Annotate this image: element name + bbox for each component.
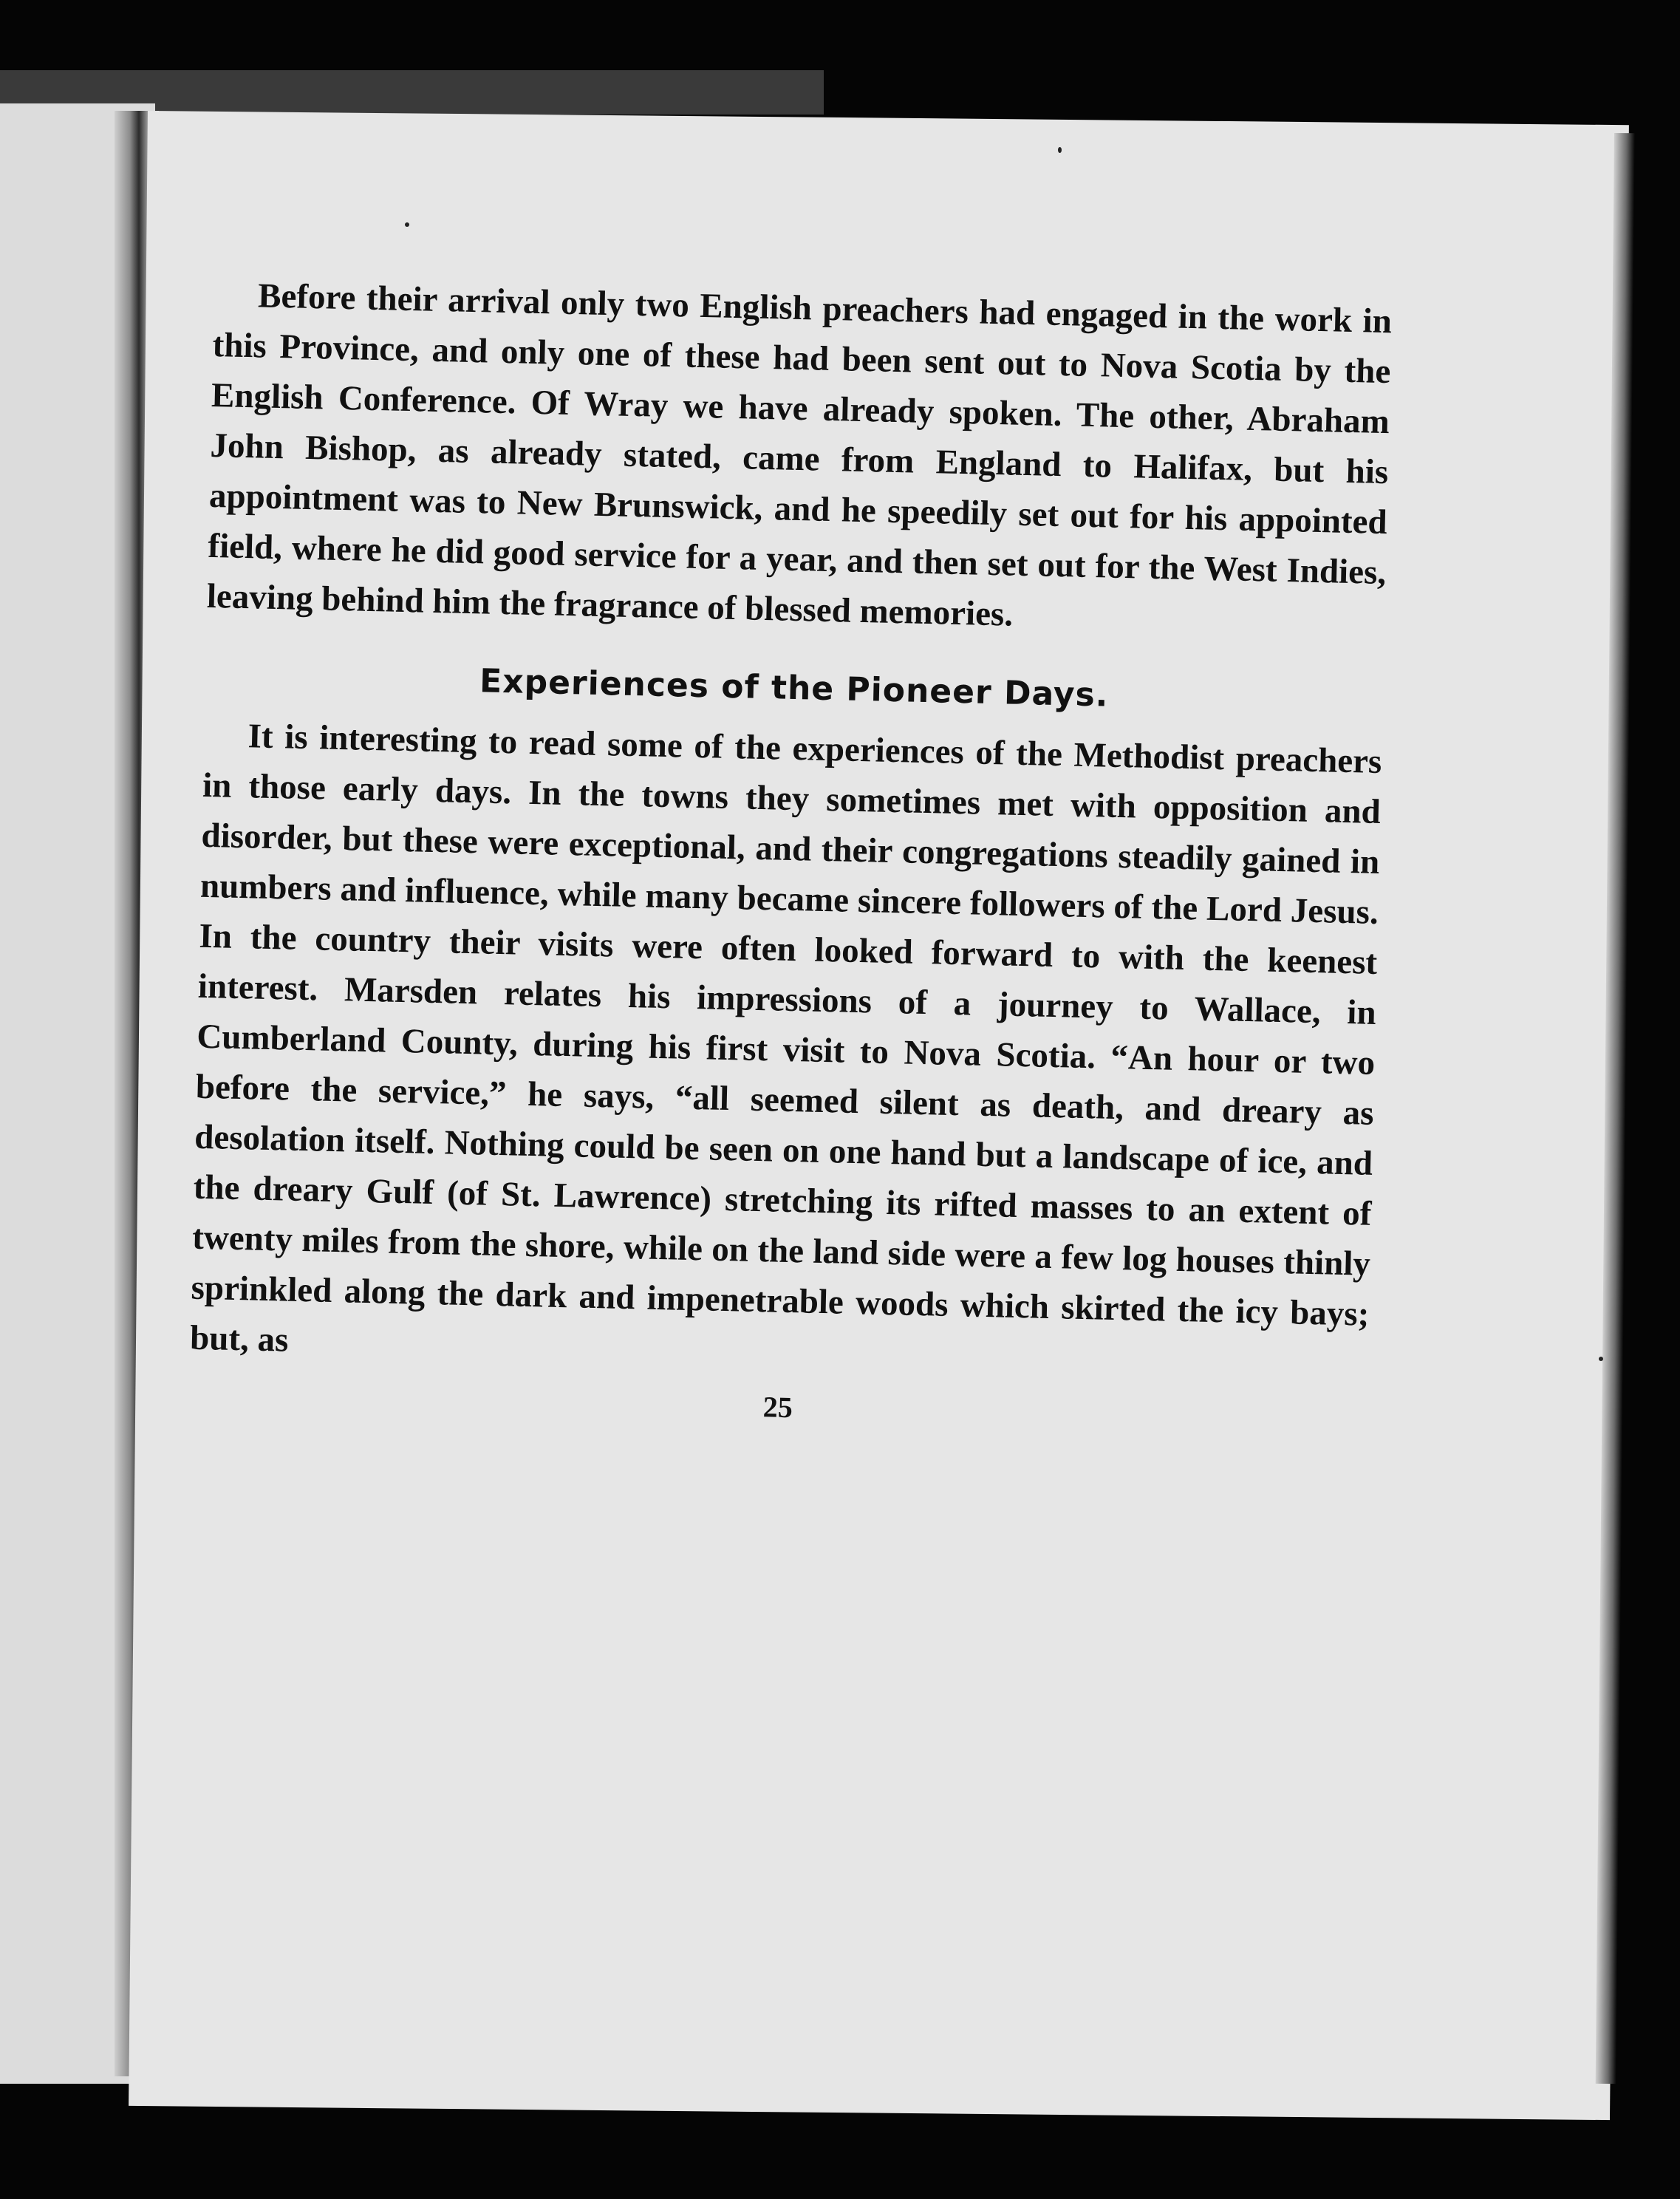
scan-speck — [1058, 147, 1062, 153]
scan-speck — [1599, 1357, 1603, 1361]
page-number: 25 — [762, 1390, 793, 1425]
page-text — [188, 270, 1393, 1438]
body-paragraph: It is interesting to read some of the experiences of the Methodist preachers in those early days. In the towns they sometimes met with opposition and disorder, but these were exceptional, and their congregations steadily gained in numbers and influence, while many became sincere followers of the Lord Jesus. In the country their visits were often looked forward to with the keenest interest. Marsden relates his impressions of a journey to Wallace, in Cumberland County, during his first visit to Nova Scotia. “An hour or two before the service,” he says, “all seemed silent as death, and dreary as desolation itself. Nothing could be seen on one hand but a landscape of ice, and the dreary Gulf (of St. Lawrence) stretching its rifted masses to an extent of twenty miles from the shore, while on the land side were a few log houses thinly sprinkled along the dark and impenetrable woods which skirted the icy bays; but, as — [189, 717, 1382, 1360]
body-paragraph: Before their arrival only two English preachers had engaged in the work in this Province, and only one of these had been sent out to Nova Scotia by the English Conference. Of Wray we have already spoken. The other, Abraham John Bishop, as already stated, came from England to Halifax, but his appointment was to New Brunswick, and he speedily set out for his appointed field, where he did good service for a year, and then set out for the West Indies, leaving behind him the fragrance of blessed memories. — [206, 276, 1393, 634]
scan-speck — [405, 222, 409, 227]
section-heading: Experiences of the Pioneer Days. — [479, 662, 1110, 715]
